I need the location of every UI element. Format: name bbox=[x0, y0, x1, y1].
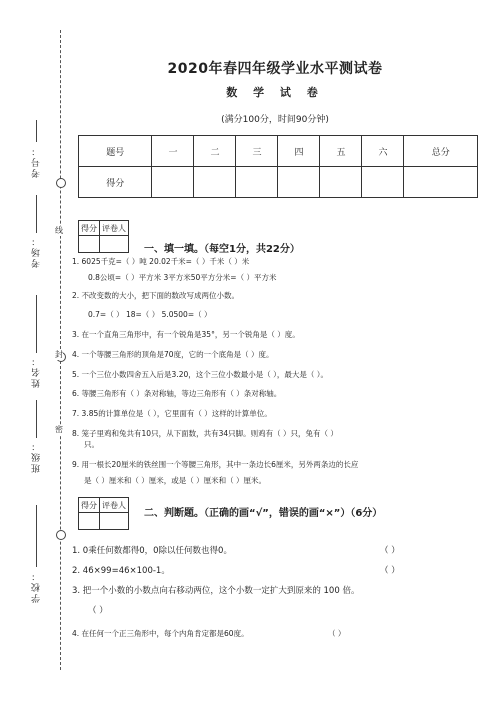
question-line: 只。 bbox=[84, 440, 99, 449]
exam-room-label: 考场： bbox=[32, 235, 42, 268]
score-input-cell[interactable] bbox=[236, 167, 278, 198]
score-input-cell[interactable] bbox=[362, 167, 404, 198]
question-line: 2. 46×99=46×100-1。 bbox=[72, 566, 170, 576]
answer-bracket[interactable]: （ ） bbox=[380, 546, 400, 556]
answer-bracket[interactable]: （ ） bbox=[328, 629, 346, 638]
question-line: 3. 在一个直角三角形中，有一个锐角是35°，另一个锐角是（ ）度。 bbox=[72, 330, 300, 339]
score-input-cell[interactable] bbox=[278, 167, 320, 198]
exam-number-line bbox=[36, 120, 37, 142]
score-header-cell: 四 bbox=[278, 136, 320, 167]
question-line: 5. 一个三位小数四舍五入后是3.20，这个三位小数最小是（ ），最大是（ ）。 bbox=[72, 370, 329, 379]
question-line: 1. 6025千克=（ ）吨 20.02千米=（ ）千米（ ）米 bbox=[72, 257, 250, 266]
question-line: 2. 不改变数的大小，把下面的数改写成两位小数。 bbox=[72, 291, 240, 300]
name-label: 姓名： bbox=[32, 355, 42, 388]
grader-score-cell[interactable] bbox=[79, 513, 100, 530]
binding-char: 线 bbox=[55, 226, 63, 235]
question-line: 8. 笼子里鸡和兔共有10只，从下面数，共有34只脚。则鸡有（ ）只，兔有（ ） bbox=[72, 429, 338, 438]
score-time-note: (满分100分，时间90分钟) bbox=[221, 115, 329, 125]
page-subtitle: 数 学 试 卷 bbox=[226, 86, 324, 99]
question-line: 0.8公顷=（ ）平方米 3平方米50平方分米=（ ）平方米 bbox=[88, 273, 277, 282]
exam-room-line bbox=[36, 195, 37, 233]
question-line: 3. 把一个小数的小数点向右移动两位，这个小数一定扩大到原来的 100 倍。 bbox=[72, 586, 360, 596]
grader-box bbox=[78, 497, 129, 530]
question-line: 6. 等腰三角形有（ ）条对称轴，等边三角形有（ ）条对称轴。 bbox=[72, 389, 282, 398]
question-line: 4. 一个等腰三角形的顶角是70度，它的一个底角是（ ）度。 bbox=[72, 350, 274, 359]
answer-bracket[interactable]: （ ） bbox=[88, 606, 108, 616]
binding-margin bbox=[0, 0, 72, 702]
grader-name-cell[interactable] bbox=[100, 513, 129, 530]
question-line: 9. 用一根长20厘米的铁丝围一个等腰三角形，其中一条边长6厘米，另外两条边的长应 bbox=[72, 460, 359, 469]
score-header-cell: 五 bbox=[320, 136, 362, 167]
score-table bbox=[78, 135, 478, 198]
binding-char: 封 bbox=[55, 350, 63, 359]
grader-score-cell[interactable] bbox=[79, 236, 100, 253]
score-input-cell[interactable] bbox=[320, 167, 362, 198]
section2-title: 二、判断题。（正确的画“√”，错误的画“×”）（6分） bbox=[144, 508, 383, 519]
grader-box bbox=[78, 220, 129, 253]
binding-hole-icon bbox=[56, 530, 66, 540]
question-line: 0.7=（ ） 18=（ ） 5.0500=（ ） bbox=[88, 310, 212, 319]
score-header-cell: 总分 bbox=[404, 136, 478, 167]
exam-number-label: 考号： bbox=[32, 145, 42, 178]
question-line: 1. 0乘任何数都得0，0除以任何数也得0。 bbox=[72, 546, 232, 556]
question-line: 7. 3.85的计算单位是（ ），它里面有（ ）这样的计算单位。 bbox=[72, 409, 272, 418]
grader-score-label: 得分 bbox=[79, 498, 100, 513]
score-header-cell: 一 bbox=[152, 136, 194, 167]
score-header-cell: 题号 bbox=[79, 136, 152, 167]
score-header-cell: 二 bbox=[194, 136, 236, 167]
name-line bbox=[36, 295, 37, 353]
class-label: 班级： bbox=[32, 440, 42, 473]
grader-name-cell[interactable] bbox=[100, 236, 129, 253]
school-line bbox=[36, 505, 37, 567]
answer-bracket[interactable]: （ ） bbox=[380, 566, 400, 576]
page-title: 2020年春四年级学业水平测试卷 bbox=[167, 61, 383, 77]
score-header-cell: 六 bbox=[362, 136, 404, 167]
school-label: 学校： bbox=[32, 570, 42, 603]
grader-name-label: 评卷人 bbox=[100, 498, 129, 513]
binding-hole-icon bbox=[56, 178, 66, 188]
score-row-label: 得分 bbox=[79, 167, 152, 198]
score-header-cell: 三 bbox=[236, 136, 278, 167]
binding-char: 密 bbox=[55, 425, 63, 434]
question-line: 4. 在任何一个正三角形中，每个内角肯定都是60度。 bbox=[72, 629, 249, 638]
score-input-cell[interactable] bbox=[194, 167, 236, 198]
score-input-cell[interactable] bbox=[404, 167, 478, 198]
question-line: 是（ ）厘米和（ ）厘米，或是（ ）厘米和（ ）厘米。 bbox=[84, 476, 267, 485]
grader-name-label: 评卷人 bbox=[100, 221, 129, 236]
score-input-cell[interactable] bbox=[152, 167, 194, 198]
section1-title: 一、填一填。（每空1分，共22分） bbox=[144, 244, 300, 255]
class-line bbox=[36, 400, 37, 438]
grader-score-label: 得分 bbox=[79, 221, 100, 236]
